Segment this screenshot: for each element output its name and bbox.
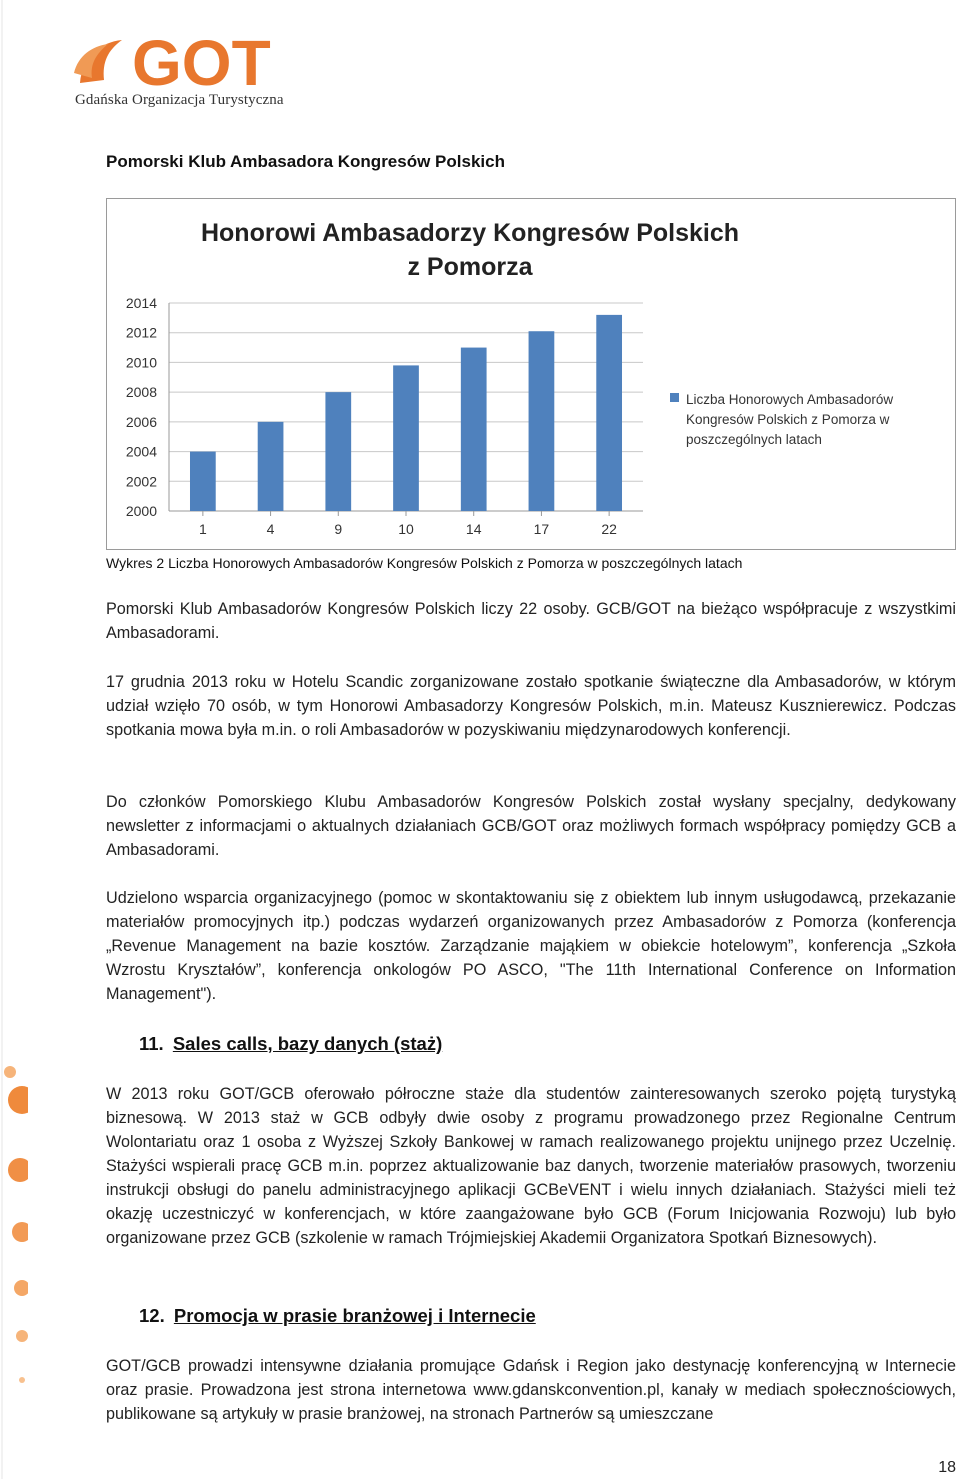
got-logo-mark-icon — [72, 28, 302, 98]
chart-caption: Wykres 2 Liczba Honorowych Ambasadorów Kongresów Polskich z Pomorza w poszczególnych latach — [106, 555, 743, 571]
page-number: 18 — [938, 1459, 956, 1476]
page-heading: Pomorski Klub Ambasadora Kongresów Polskich — [106, 152, 505, 171]
x-tick-label: 17 — [533, 521, 550, 537]
x-tick-label: 9 — [334, 521, 343, 537]
bar — [461, 348, 487, 511]
x-tick-label: 4 — [266, 521, 275, 537]
logo-subtitle: Gdańska Organizacja Turystyczna — [75, 92, 284, 108]
chart-title-line-1: Honorowi Ambasadorzy Kongresów Polskich — [200, 219, 740, 247]
bar-chart — [107, 199, 955, 549]
section-heading-11 — [139, 1033, 442, 1055]
bar — [529, 331, 555, 511]
bar — [325, 392, 351, 511]
bar — [596, 315, 622, 511]
y-tick-label: 2004 — [125, 443, 157, 460]
paragraph-internships: W 2013 roku GOT/GCB oferowało półroczne staże dla studentów zainteresowanych szeroko pojętą turystyką biznesową. W 2013 staż w GCB odbyły dwie osoby z programu prowadzonego przez Regionalne Centrum Wolontariatu oraz 1 osoba z Wyższej Szkoły Bankowej w ramach realizowanego projektu unijnego przez Uczelnię. Stażyści wspierali pracę GCB m.in. poprzez aktualizowanie baz danych, tworzenie materiałów prasowych, tworzeniu instrukcji obsługi do panelu administracyjnego aplikacji GCBeVENT i wielu innych działaniach. Stażyści mieli też okazję uczestniczyć w konferencjach, w które zaangażowane było GCB (Forum Inicjowania Rozwoju) lub było organizowane przez GCB (szkolenie w ramach Trójmiejskiej Akademii Organizatora Spotkań Biznesowych). — [106, 1085, 956, 1247]
x-tick-label: 10 — [398, 521, 414, 537]
y-tick-label: 2008 — [125, 384, 157, 401]
chart-title-line-2: z Pomorza — [407, 253, 533, 281]
paragraph-promotion: GOT/GCB prowadzi intensywne działania promujące Gdańsk i Region jako destynację konferencyjną w Internecie oraz prasie. Prowadzona jest strona internetowa www.gdanskconvention.pl, kanały w mediach społecznościowych, publikowane są artykuły w prasie branżowej, na stronach Partnerów są umieszczane — [106, 1357, 956, 1423]
paragraph-club-members: Pomorski Klub Ambasadorów Kongresów Polskich liczy 22 osoby. GCB/GOT na bieżąco współpracuje z wszystkimi Ambasadorami. — [106, 600, 956, 642]
legend-label-line: Liczba Honorowych Ambasadorów — [686, 392, 894, 407]
legend-label-line: Kongresów Polskich z Pomorza w — [686, 412, 890, 427]
y-tick-label: 2014 — [125, 295, 157, 311]
section-title: Promocja w prasie branżowej i Internecie — [173, 1305, 536, 1326]
legend-swatch — [670, 393, 679, 402]
paragraph-newsletter: Do członków Pomorskiego Klubu Ambasadorów Kongresów Polskich został wysłany specjalny, dedykowany newsletter z informacjami o aktualnych działaniach GCB/GOT oraz możliwych formach współpracy pomiędzy GCB a Ambasadorami. — [106, 793, 956, 859]
section-number: 12. — [139, 1305, 165, 1326]
paragraph-christmas-meeting: 17 grudnia 2013 roku w Hotelu Scandic zorganizowane zostało spotkanie świąteczne dla Ambasadorów, w którym udział wzięło 70 osób, w tym Honorowi Ambasadorzy Kongresów Polskich, m.in. Mateusz Kusznierewicz. Podczas spotkania mowa była m.in. o roli Ambasadorów w pozyskiwaniu międzynarodowych konferencji. — [106, 673, 956, 739]
x-tick-label: 22 — [601, 521, 617, 537]
x-tick-label: 14 — [465, 521, 482, 537]
decorative-left-dots — [0, 0, 28, 1479]
chart-container — [106, 198, 956, 550]
y-tick-label: 2012 — [125, 324, 157, 341]
bar — [393, 365, 419, 511]
y-tick-label: 2002 — [125, 473, 157, 490]
logo-wordmark: GOT — [132, 28, 271, 98]
section-title: Sales calls, bazy danych (staż) — [172, 1033, 443, 1054]
section-heading-12 — [139, 1305, 536, 1327]
bar — [190, 452, 216, 511]
y-tick-label: 2010 — [125, 354, 157, 371]
legend-label-line: poszczególnych latach — [686, 432, 822, 447]
x-tick-label: 1 — [198, 521, 207, 537]
y-tick-label: 2006 — [125, 413, 157, 430]
paragraph-organizational-support: Udzielono wsparcia organizacyjnego (pomoc w skontaktowaniu się z obiektem lub innym usługodawcą, przekazanie materiałów promocyjnych itp.) podczas wydarzeń organizowanych przez Ambasadorów z Pomorza (konferencja „Revenue Management na bazie kosztów. Zarządzanie mająkiem w obiekcie hotelowym”, konferencja „Szkoła Wzrostu Kryształów”, konferencja onkologów PO ASCO, "The 11th International Conference on Information Management"). — [106, 889, 956, 1003]
bar — [258, 422, 284, 511]
y-tick-label: 2000 — [125, 503, 157, 519]
section-number: 11. — [139, 1033, 164, 1054]
